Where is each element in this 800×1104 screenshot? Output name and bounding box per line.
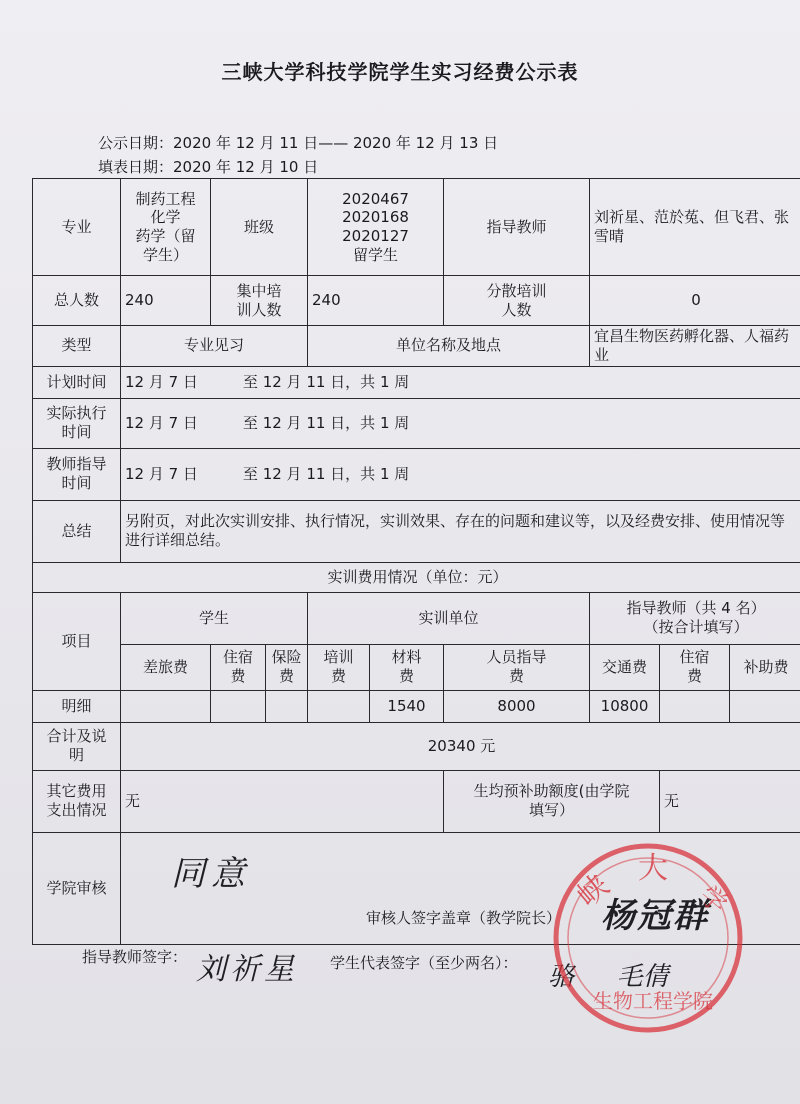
guide-label: 教师指导 时间 <box>33 448 121 500</box>
row-total-desc <box>33 722 800 770</box>
cell-staff-guidance: 8000 <box>444 690 590 722</box>
header-travel: 差旅费 <box>121 644 211 690</box>
publish-date: 公示日期：2020 年 12 月 11 日—— 2020 年 12 月 13 日 <box>98 134 499 152</box>
row-plan-time <box>33 366 800 398</box>
teacher-value: 刘祈星、范於菟、但飞君、张雪晴 <box>590 179 800 276</box>
total-desc-value: 20340 元 <box>121 722 800 770</box>
student-signatures: 骆 毛倩 <box>548 962 669 992</box>
class-value: 2020467 2020168 2020127 留学生 <box>308 179 444 276</box>
teacher-signature: 刘祈星 <box>196 952 298 987</box>
row-detail <box>33 690 800 722</box>
cell-teacher-lodging <box>660 690 730 722</box>
detail-label: 明细 <box>33 690 121 722</box>
row-total <box>33 276 800 326</box>
plan-label: 计划时间 <box>33 366 121 398</box>
item-label: 项目 <box>33 592 121 690</box>
per-capita-value: 无 <box>660 770 800 832</box>
header-teacher-lodging: 住宿 费 <box>660 644 730 690</box>
header-allowance: 补助费 <box>730 644 800 690</box>
unit-group-header: 实训单位 <box>308 592 590 644</box>
other-value: 无 <box>121 770 444 832</box>
cell-travel <box>121 690 211 722</box>
dispersed-label: 分散培训 人数 <box>444 276 590 326</box>
total-desc-label: 合计及说 明 <box>33 722 121 770</box>
summary-label: 总结 <box>33 500 121 562</box>
central-value: 240 <box>308 276 444 326</box>
row-other <box>33 770 800 832</box>
unit-label: 单位名称及地点 <box>308 326 590 367</box>
cell-transport: 10800 <box>590 690 660 722</box>
row-fee-groups <box>33 592 800 644</box>
teacher-label: 指导教师 <box>444 179 590 276</box>
guide-value: 12 月 7 日 至 12 月 11 日，共 1 周 <box>121 448 800 500</box>
class-label: 班级 <box>211 179 308 276</box>
teacher-group-header: 指导教师（共 4 名） （按合计填写） <box>590 592 800 644</box>
svg-text:大: 大 <box>638 851 668 886</box>
teacher-sign-label: 指导教师签字： <box>82 948 188 966</box>
header-lodging: 住宿 费 <box>211 644 266 690</box>
header-insurance: 保险 费 <box>266 644 308 690</box>
central-label: 集中培 训人数 <box>211 276 308 326</box>
row-actual-time <box>33 398 800 448</box>
actual-label: 实际执行 时间 <box>33 398 121 448</box>
cell-material: 1540 <box>370 690 444 722</box>
cell-training <box>308 690 370 722</box>
student-group-header: 学生 <box>121 592 308 644</box>
review-signature: 同意 <box>171 853 251 894</box>
unit-value: 宜昌生物医药孵化器、人福药业 <box>590 326 800 367</box>
per-capita-label: 生均预补助额度(由学院 填写） <box>444 770 660 832</box>
row-fee-heading <box>33 562 800 592</box>
type-value: 专业见习 <box>121 326 308 367</box>
row-guide-time <box>33 448 800 500</box>
dispersed-value: 0 <box>590 276 800 326</box>
document-title: 三峡大学科技学院学生实习经费公示表 <box>221 60 579 84</box>
row-type <box>33 326 800 367</box>
svg-text:生物工程学院: 生物工程学院 <box>593 989 713 1013</box>
header-training: 培训 费 <box>308 644 370 690</box>
reviewer-caption: 审核人签字盖章（教学院长） <box>366 908 562 927</box>
header-transport: 交通费 <box>590 644 660 690</box>
expense-form-table <box>32 178 800 945</box>
row-major <box>33 179 800 276</box>
svg-text:峡: 峡 <box>570 868 617 915</box>
cell-allowance <box>730 690 800 722</box>
total-label: 总人数 <box>33 276 121 326</box>
cell-insurance <box>266 690 308 722</box>
summary-value: 另附页，对此次实训安排、执行情况，实训效果、存在的问题和建议等，以及经费安排、使用情况等进行详细总结。 <box>121 500 800 562</box>
row-fee-columns <box>33 644 800 690</box>
student-sign-label: 学生代表签字（至少两名）： <box>330 954 518 972</box>
header-material: 材料 费 <box>370 644 444 690</box>
actual-value: 12 月 7 日 至 12 月 11 日，共 1 周 <box>121 398 800 448</box>
major-label: 专业 <box>33 179 121 276</box>
plan-value: 12 月 7 日 至 12 月 11 日，共 1 周 <box>121 366 800 398</box>
type-label: 类型 <box>33 326 121 367</box>
total-value: 240 <box>121 276 211 326</box>
svg-text:学: 学 <box>693 880 733 921</box>
fill-date: 填表日期：2020 年 12 月 10 日 <box>98 158 319 176</box>
header-staff-guidance: 人员指导 费 <box>444 644 590 690</box>
institution-seal-icon <box>548 838 748 1038</box>
row-summary <box>33 500 800 562</box>
other-label: 其它费用 支出情况 <box>33 770 121 832</box>
major-value: 制药工程 化学 药学（留 学生） <box>121 179 211 276</box>
cell-lodging <box>211 690 266 722</box>
fee-heading: 实训费用情况（单位：元） <box>33 562 800 592</box>
review-label: 学院审核 <box>33 832 121 944</box>
reviewer-signature: 杨冠群 <box>601 895 709 936</box>
